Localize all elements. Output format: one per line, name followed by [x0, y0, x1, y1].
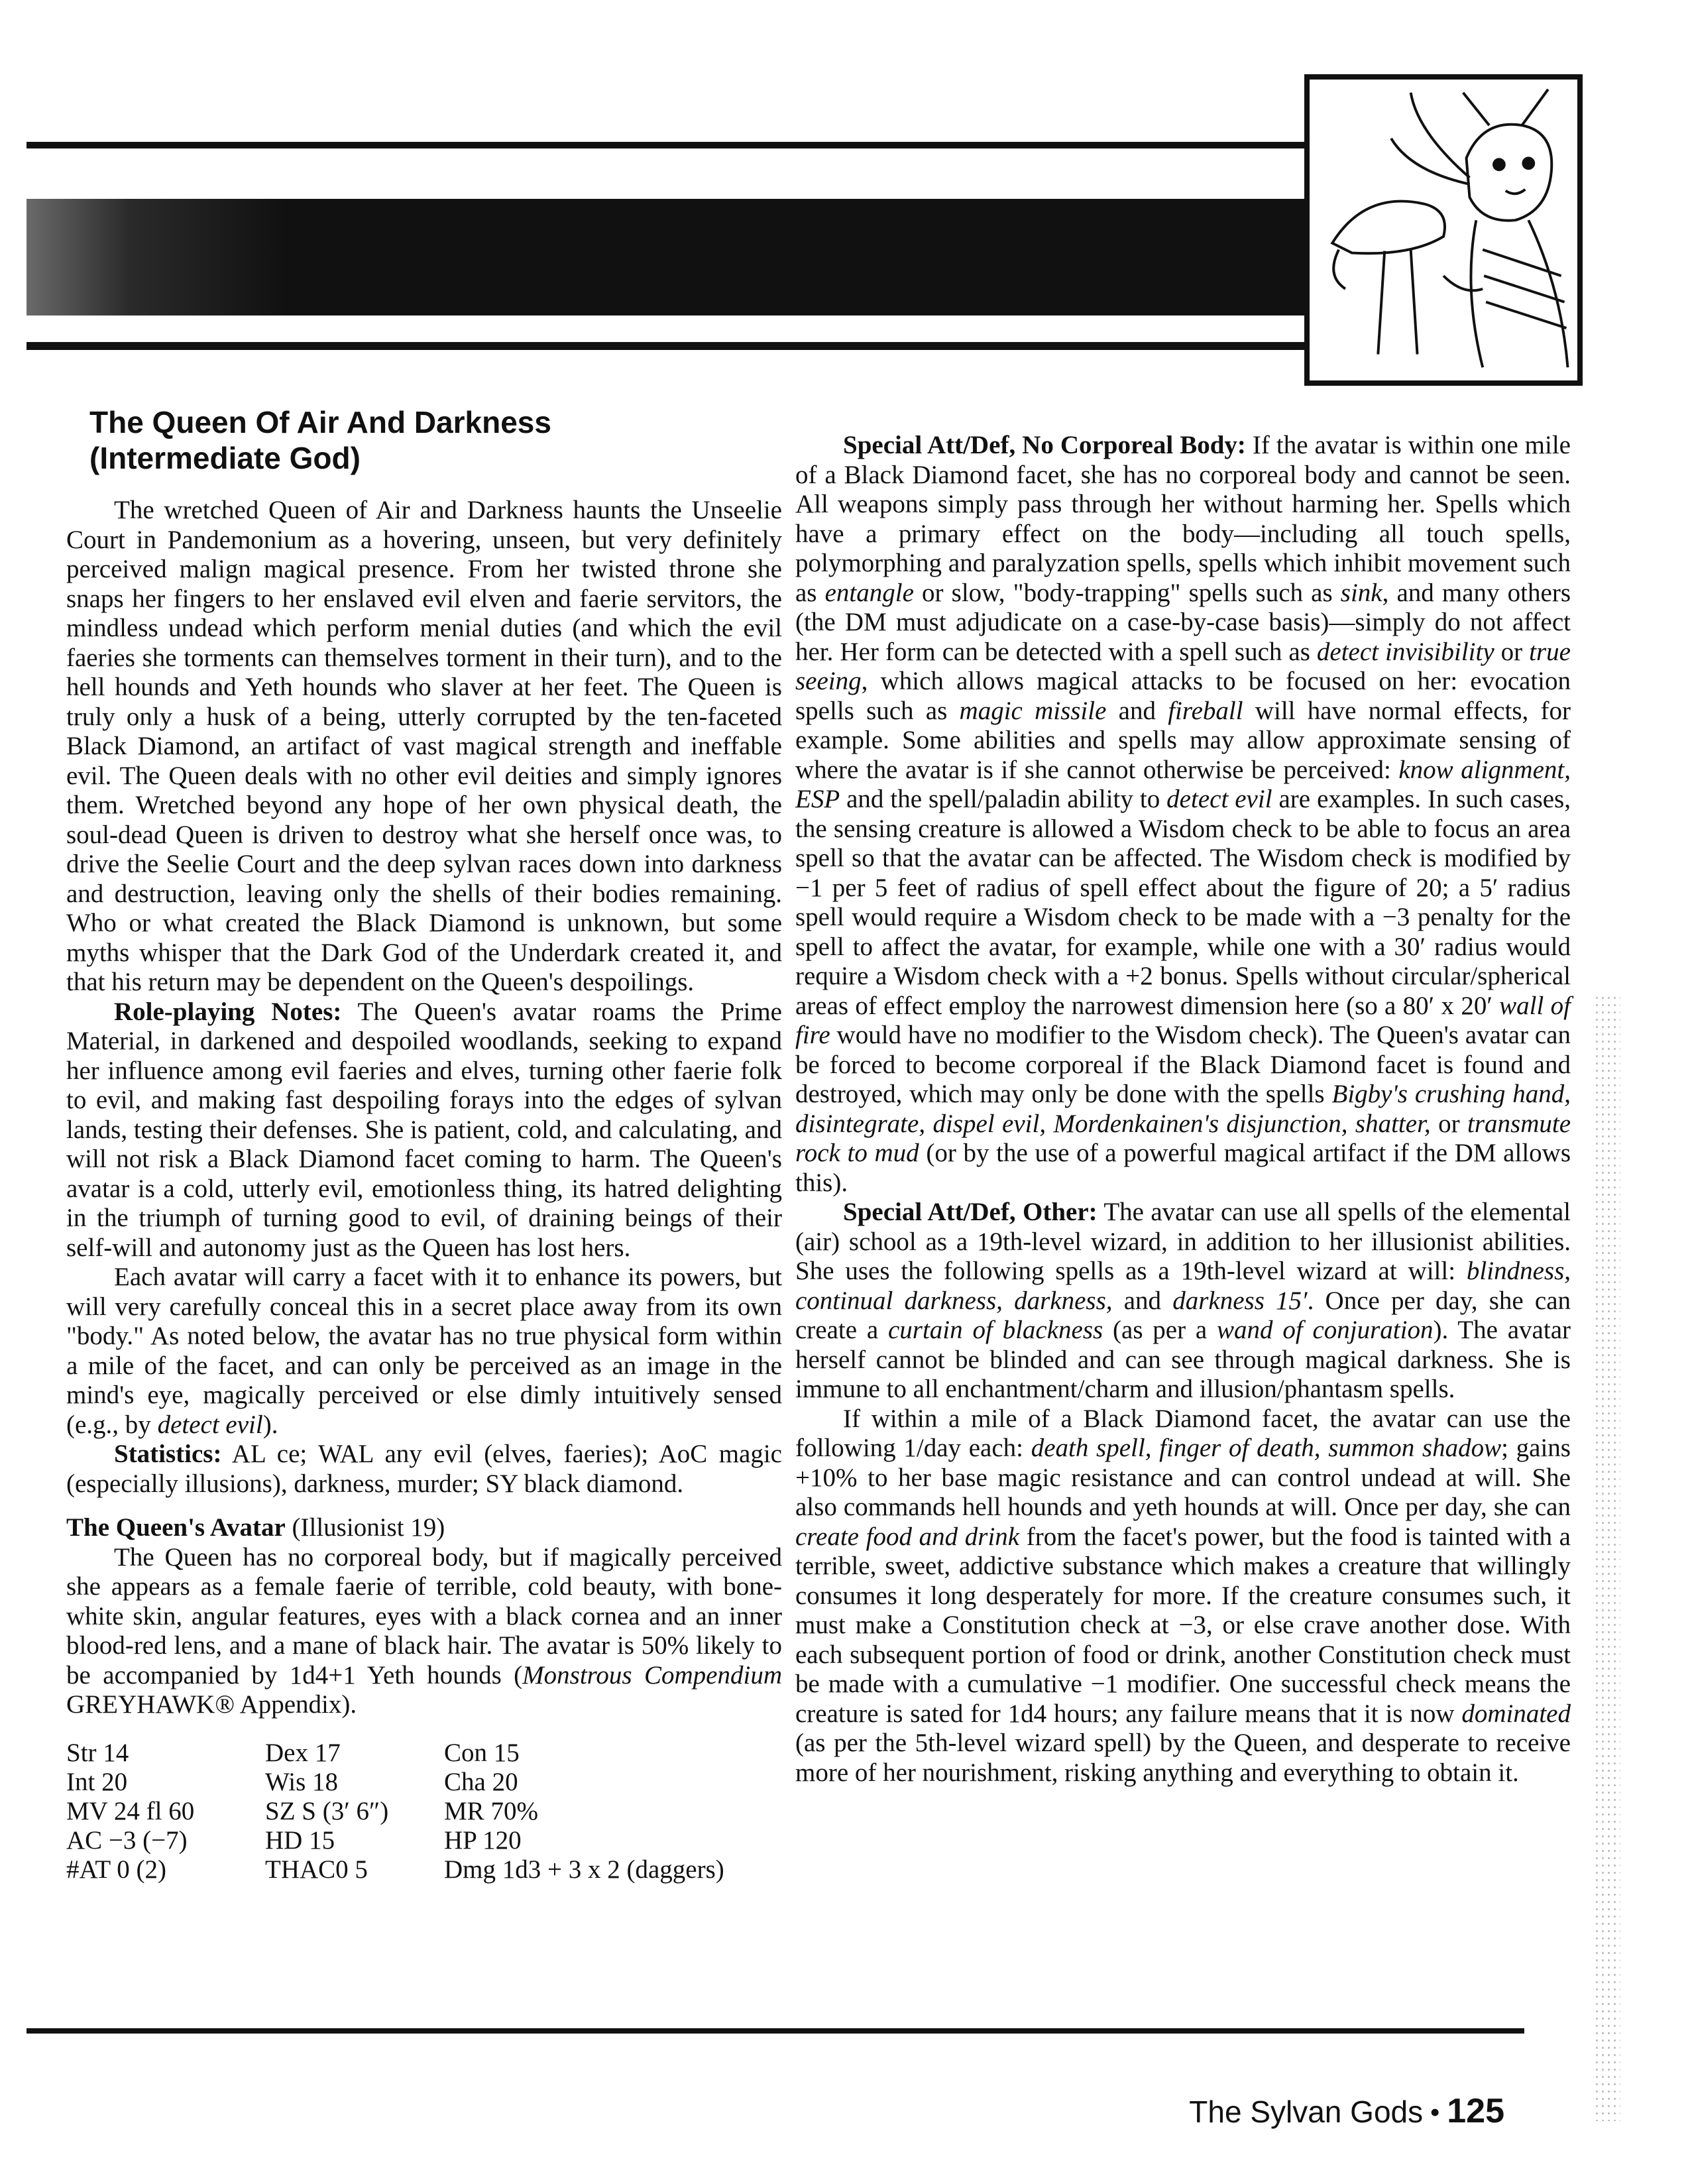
- left-column: [66, 404, 782, 1911]
- black-diamond-facet-powers: If within a mile of a Black Diamond facet, the avatar can use the following 1/day each: death spell, finger of death, summon shadow; gains +10% to her base magic resistance and can control undead at will. She also commands hell hounds and yeth hounds at will. Once per day, she can create food and drink from the facet's power, but the food is tainted with a terrible, sweet, addictive substance which makes a creature that willingly consumes it long desperately for more. If the creature consumes such, it must make a Constitution check at −3, or else crave another dose. With each subsequent portion of food or drink, another Constitution check must be made with a cumulative −1 modifier. One successful check means the creature is sated for 1d4 hours; any failure means that it is now dominated (as per the 5th-level wizard spell) by the Queen, and desperate to receive more of her nourishment, risking anything and everything to obtain it.: [795, 1404, 1571, 1787]
- avatar-description: The Queen has no corporeal body, but if magically perceived she appears as a female faerie of terrible, cold beauty, with bone-white skin, angular features, eyes with a black cornea and an inner blood-red lens, and a mane of black hair. The avatar is 50% likely to be accompanied by 1d4+1 Yeth hounds (Monstrous Compendium GREYHAWK® Appendix).: [66, 1542, 782, 1719]
- special-att-def-no-corporeal-body: Special Att/Def, No Corporeal Body: If the avatar is within one mile of a Black Diamond facet, she has no corporeal body and cannot be seen. All weapons simply pass through her without harming her. Spells which have a primary effect on the body—including all touch spells, polymorphing and paralyzation spells, spells which inhibit movement such as entangle or slow, "body-trapping" spells such as sink, and many others (the DM must adjudicate on a case-by-case basis)—simply do not affect her. Her form can be detected with a spell such as detect invisibility or true seeing, which allows magical attacks to be focused on her: evocation spells such as magic missile and fireball will have normal effects, for example. Some abilities and spells may allow approximate sensing of where the avatar is if she cannot otherwise be perceived: know alignment, ESP and the spell/paladin ability to detect evil are examples. In such cases, the sensing creature is allowed a Wisdom check to be able to focus an area spell so that the avatar can be affected. The Wisdom check is modified by −1 per 5 feet of radius of spell effect about the figure of 20; a 5′ radius spell would require a Wisdom check to be made with a −3 penalty for the spell to affect the avatar, for example, while one with a 30′ radius would require a Wisdom check with a +2 bonus. Spells without circular/spherical areas of effect employ the narrowest dimension here (so a 80′ x 20′ wall of fire would have no modifier to the Wisdom check). The Queen's avatar can be forced to become corporeal if the Black Diamond facet is found and destroyed, which may only be done with the spells Bigby's crushing hand, disintegrate, dispel evil, Mordenkainen's disjunction, shatter, or transmute rock to mud (or by the use of a powerful magical artifact if the DM allows this).: [795, 431, 1571, 1197]
- statistics: Statistics: AL ce; WAL any evil (elves, faeries); AoC magic (especially illusions), darkness, murder; SY black diamond.: [66, 1440, 782, 1498]
- scan-edge-speckle: [1594, 994, 1620, 2121]
- stat-column-2: Dex 17 Wis 18 SZ S (3′ 6″) HD 15 THAC0 5: [265, 1738, 389, 1884]
- footer-bullet-icon: •: [1430, 2095, 1441, 2129]
- header-rule-bottom: [27, 342, 1319, 350]
- page-number: 125: [1447, 2092, 1504, 2130]
- header-rule-top: [27, 142, 1319, 148]
- stat-column-1: Str 14 Int 20 MV 24 fl 60 AC −3 (−7) #AT 0 (2): [66, 1738, 195, 1884]
- role-playing-notes: Role-playing Notes: The Queen's avatar roams the Prime Material, in darkened and despoiled woodlands, seeking to expand her influence among evil faeries and elves, turning other faerie folk to evil, and making fast despoiling forays into the edges of sylvan lands, testing their defenses. She is patient, cold, and calculating, and will not risk a Black Diamond facet coming to harm. The Queen's avatar is a cold, utterly evil, emotionless thing, its hatred delighting in the triumph of turning good to evil, of draining beings of their self-will and autonomy just as the Queen has lost hers.: [66, 997, 782, 1262]
- footer-rule: [27, 2028, 1524, 2034]
- page-footer: [1189, 2091, 1504, 2131]
- special-att-def-other: Special Att/Def, Other: The avatar can use all spells of the elemental (air) school as a 19th-level wizard, in addition to her illusionist abilities. She uses the following spells as a 19th-level wizard at will: blindness, continual darkness, darkness, and darkness 15′. Once per day, she can create a curtain of blackness (as per a wand of conjuration). The avatar herself cannot be blinded and can see through magical darkness. She is immune to all enchantment/charm and illusion/phantasm spells.: [795, 1198, 1571, 1403]
- stat-column-3: Con 15 Cha 20 MR 70% HP 120 Dmg 1d3 + 3 x 2 (daggers): [444, 1738, 724, 1884]
- faerie-illustration-icon: [1304, 74, 1583, 386]
- header-band: [27, 199, 1319, 316]
- article-title: The Queen Of Air And Darkness (Intermediate God): [89, 405, 551, 475]
- facet-paragraph: Each avatar will carry a facet with it to enhance its powers, but will very carefully conceal this in a secret place away from its own "body." As noted below, the avatar has no true physical form within a mile of the facet, and can only be perceived as an image in the mind's eye, magically perceived or else dimly intuitively sensed (e.g., by detect evil).: [66, 1263, 782, 1439]
- stat-block: [66, 1739, 782, 1911]
- footer-section-title: The Sylvan Gods: [1189, 2095, 1424, 2129]
- intro-paragraph: The wretched Queen of Air and Darkness haunts the Unseelie Court in Pandemonium as a hovering, unseen, but very definitely perceived malign magical presence. From her twisted throne she snaps her fingers to her enslaved evil elven and faerie servitors, the mindless undead which perform menial duties (and which the evil faeries she torments can themselves torment in their turn), and to the hell hounds and Yeth hounds who slaver at her feet. The Queen is truly only a husk of a being, utterly corrupted by the ten-faceted Black Diamond, an artifact of vast magical strength and ineffable evil. The Queen deals with no other evil deities and simply ignores them. Wretched beyond any hope of her own physical death, the soul-dead Queen is driven to destroy what she herself once was, to drive the Seelie Court and the deep sylvan races down into darkness and destruction, leaving only the shells of their bodies remaining. Who or what created the Black Diamond is unknown, but some myths whisper that the Dark God of the Underdark created it, and that his return may be dependent on the Queen's despoilings.: [66, 496, 782, 996]
- right-column: [795, 431, 1571, 1788]
- avatar-heading: The Queen's Avatar (Illusionist 19): [66, 1513, 445, 1542]
